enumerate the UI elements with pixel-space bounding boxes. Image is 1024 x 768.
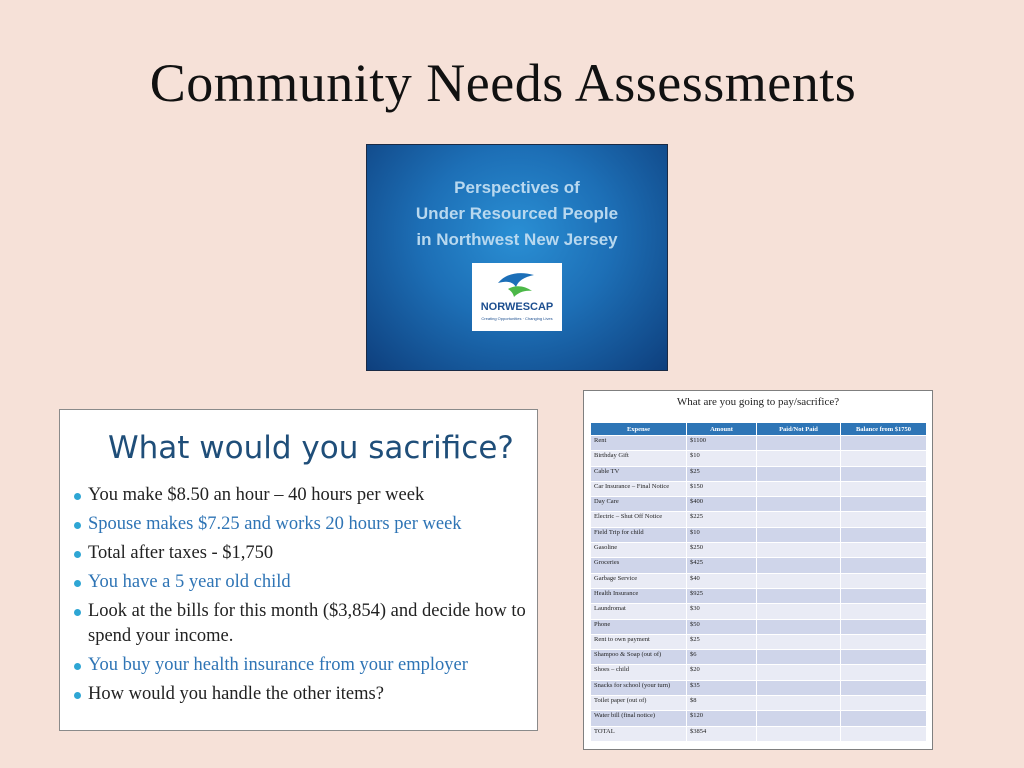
- table-cell: [841, 680, 927, 695]
- table-cell: Phone: [591, 619, 687, 634]
- table-cell: [841, 726, 927, 741]
- table-row: [591, 665, 927, 680]
- table-row: [591, 573, 927, 588]
- table-cell: $25: [687, 466, 757, 481]
- page-title: Community Needs Assessments: [149, 53, 857, 113]
- table-cell: [841, 711, 927, 726]
- table-cell: [841, 543, 927, 558]
- table-cell: [841, 558, 927, 573]
- table-cell: $250: [687, 543, 757, 558]
- table-cell: [841, 634, 927, 649]
- table-cell: [757, 619, 841, 634]
- table-cell: [841, 466, 927, 481]
- bullet-dot-icon: [74, 493, 81, 500]
- logo-tagline: Creating Opportunities · Changing Lives: [481, 316, 553, 321]
- table-cell: $925: [687, 588, 757, 603]
- bird-icon: [494, 269, 538, 299]
- table-cell: [757, 665, 841, 680]
- table-cell: [757, 650, 841, 665]
- table-cell: [757, 711, 841, 726]
- table-cell: [757, 588, 841, 603]
- perspectives-line: Under Resourced People: [415, 204, 619, 223]
- table-row: [591, 527, 927, 542]
- table-cell: [841, 451, 927, 466]
- bullet-text: You make $8.50 an hour – 40 hours per week: [88, 485, 425, 505]
- bullet-text: You buy your health insurance from your employer: [88, 655, 468, 675]
- table-cell: Water bill (final notice): [591, 711, 687, 726]
- table-cell: [841, 527, 927, 542]
- table-cell: [757, 451, 841, 466]
- table-cell: [841, 604, 927, 619]
- table-row: [591, 726, 927, 741]
- bullet-item: [74, 653, 529, 678]
- bullet-dot-icon: [74, 522, 81, 529]
- table-cell: [757, 497, 841, 512]
- table-cell: $120: [687, 711, 757, 726]
- table-cell: [841, 573, 927, 588]
- table-cell: $425: [687, 558, 757, 573]
- table-cell: Rent to own payment: [591, 634, 687, 649]
- bullet-item: [74, 512, 529, 537]
- table-row: [591, 680, 927, 695]
- table-cell: $225: [687, 512, 757, 527]
- table-cell: $35: [687, 680, 757, 695]
- perspectives-text: [367, 175, 667, 253]
- table-cell: [841, 481, 927, 496]
- bullet-text: Spouse makes $7.25 and works 20 hours per week: [88, 514, 462, 534]
- bullet-dot-icon: [74, 580, 81, 587]
- bullet-text: Total after taxes - $1,750: [88, 543, 274, 563]
- table-cell: [841, 696, 927, 711]
- bullet-item: [74, 483, 529, 508]
- table-cell: Birthday Gift: [591, 451, 687, 466]
- table-body: [591, 436, 927, 742]
- table-cell: $8: [687, 696, 757, 711]
- table-cell: $6: [687, 650, 757, 665]
- table-cell: [757, 512, 841, 527]
- table-cell: [757, 481, 841, 496]
- sacrifice-slide-image: [59, 409, 538, 731]
- table-title: What are you going to pay/sacrifice?: [676, 396, 840, 408]
- table-cell: [757, 527, 841, 542]
- table-row: [591, 588, 927, 603]
- bullet-item: [74, 570, 529, 595]
- table-cell: Health Insurance: [591, 588, 687, 603]
- column-header: Amount: [687, 423, 757, 436]
- table-cell: Electric – Shut Off Notice: [591, 512, 687, 527]
- table-cell: Garbage Service: [591, 573, 687, 588]
- table-cell: [757, 558, 841, 573]
- table-cell: Shoes – child: [591, 665, 687, 680]
- table-cell: Laundromat: [591, 604, 687, 619]
- table-cell: [841, 512, 927, 527]
- bullet-dot-icon: [74, 551, 81, 558]
- table-row: [591, 543, 927, 558]
- table-cell: TOTAL: [591, 726, 687, 741]
- table-cell: [841, 665, 927, 680]
- table-cell: [757, 466, 841, 481]
- table-header-row: [591, 423, 927, 436]
- table-row: [591, 634, 927, 649]
- table-row: [591, 451, 927, 466]
- logo-name: NORWESCAP: [480, 301, 554, 313]
- bullet-item: [74, 682, 529, 707]
- table-cell: $10: [687, 451, 757, 466]
- table-row: [591, 650, 927, 665]
- table-row: [591, 466, 927, 481]
- table-cell: [757, 436, 841, 451]
- table-cell: $150: [687, 481, 757, 496]
- table-row: [591, 604, 927, 619]
- table-cell: Car Insurance – Final Notice: [591, 481, 687, 496]
- table-cell: $30: [687, 604, 757, 619]
- table-cell: Day Care: [591, 497, 687, 512]
- table-cell: $1100: [687, 436, 757, 451]
- table-cell: Snacks for school (your turn): [591, 680, 687, 695]
- table-row: [591, 619, 927, 634]
- perspectives-slide-image: [366, 144, 668, 371]
- table-cell: Shampoo & Soap (out of): [591, 650, 687, 665]
- column-header: Balance from $1750: [841, 423, 927, 436]
- column-header: Expense: [591, 423, 687, 436]
- table-cell: $20: [687, 665, 757, 680]
- bullet-dot-icon: [74, 609, 81, 616]
- column-header: Paid/Not Paid: [757, 423, 841, 436]
- table-row: [591, 481, 927, 496]
- bullet-text: You have a 5 year old child: [88, 572, 291, 592]
- table-row: [591, 711, 927, 726]
- table-cell: Gasoline: [591, 543, 687, 558]
- table-cell: $3854: [687, 726, 757, 741]
- table-cell: Rent: [591, 436, 687, 451]
- bullet-dot-icon: [74, 692, 81, 699]
- table-cell: Field Trip for child: [591, 527, 687, 542]
- bills-table-slide-image: [583, 390, 933, 750]
- table-cell: [757, 634, 841, 649]
- table-cell: [757, 604, 841, 619]
- table-cell: [757, 696, 841, 711]
- perspectives-line: in Northwest New Jersey: [416, 230, 618, 249]
- bullet-text: How would you handle the other items?: [88, 684, 384, 704]
- bullet-item: [74, 599, 529, 649]
- table-cell: Groceries: [591, 558, 687, 573]
- bullet-dot-icon: [74, 663, 81, 670]
- table-cell: [841, 619, 927, 634]
- perspectives-line: Perspectives of: [454, 178, 580, 197]
- table-cell: $25: [687, 634, 757, 649]
- table-cell: $400: [687, 497, 757, 512]
- table-cell: [841, 497, 927, 512]
- table-cell: Toilet paper (out of): [591, 696, 687, 711]
- sacrifice-heading: What would you sacrifice?: [108, 430, 514, 466]
- table-cell: [841, 650, 927, 665]
- table-cell: $40: [687, 573, 757, 588]
- table-cell: $50: [687, 619, 757, 634]
- table-cell: [757, 543, 841, 558]
- table-cell: [841, 436, 927, 451]
- table-row: [591, 696, 927, 711]
- bullet-item: [74, 541, 529, 566]
- table-row: [591, 497, 927, 512]
- table-cell: Cable TV: [591, 466, 687, 481]
- table-row: [591, 558, 927, 573]
- table-cell: [757, 726, 841, 741]
- norwescap-logo: [472, 263, 562, 331]
- table-cell: [757, 573, 841, 588]
- table-cell: [757, 680, 841, 695]
- table-cell: $10: [687, 527, 757, 542]
- sacrifice-bullet-list: [74, 483, 529, 711]
- table-row: [591, 436, 927, 451]
- table-row: [591, 512, 927, 527]
- table-cell: [841, 588, 927, 603]
- bills-table: [590, 422, 927, 742]
- bullet-text: Look at the bills for this month ($3,854) and decide how to spend your income.: [88, 601, 526, 646]
